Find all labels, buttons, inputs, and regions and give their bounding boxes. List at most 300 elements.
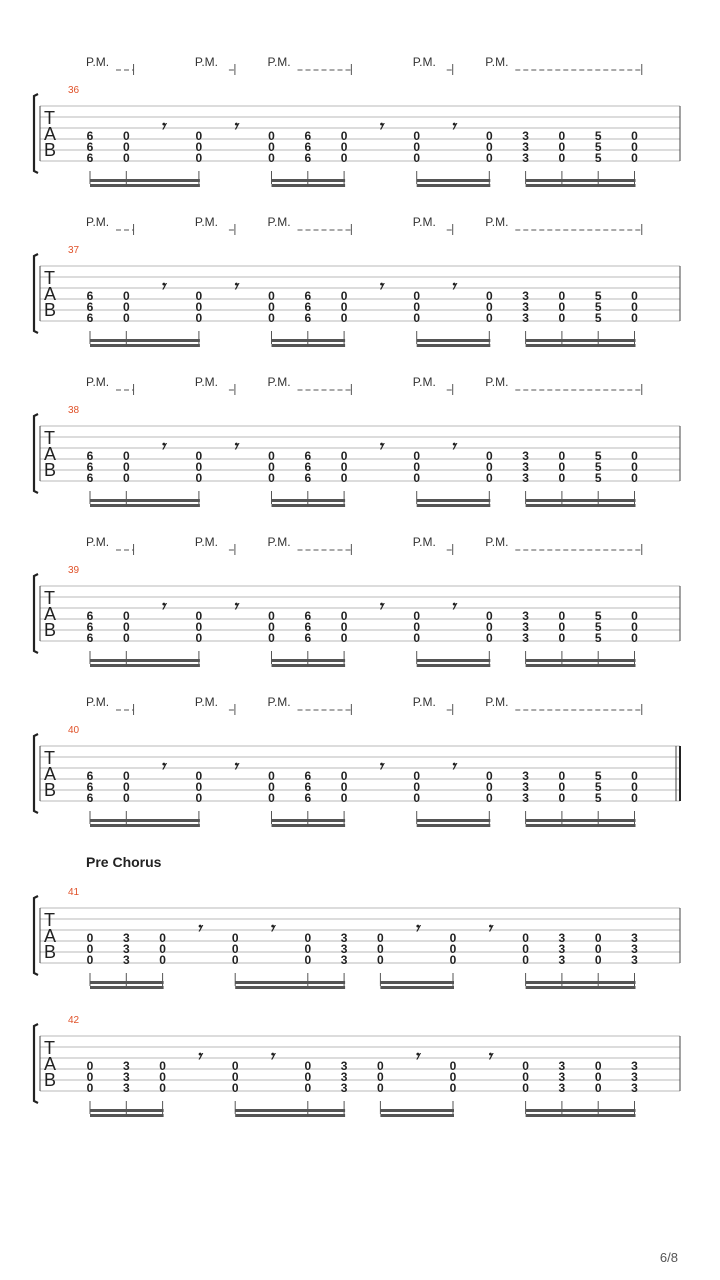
beam-primary (526, 659, 636, 662)
fret-number: 3 (122, 931, 130, 945)
fret-number: 0 (631, 289, 638, 303)
fret-number: 6 (86, 140, 94, 154)
fret-number: 0 (86, 931, 94, 945)
beam-primary (526, 339, 636, 342)
fret-number: 3 (522, 631, 529, 645)
beam-primary (272, 819, 346, 822)
tab-clef-letter: B (44, 620, 57, 640)
fret-number: 0 (377, 1081, 384, 1095)
fret-number: 0 (485, 311, 493, 325)
beam-primary (526, 819, 636, 822)
fret-number: 0 (195, 471, 203, 485)
fret-number: 0 (340, 780, 348, 794)
fret-number: 0 (558, 140, 566, 154)
fret-number: 0 (231, 931, 239, 945)
fret-number: 0 (340, 129, 348, 143)
system-bracket (34, 1024, 38, 1103)
fret-number: 0 (268, 151, 275, 165)
fret-number: 0 (631, 311, 638, 325)
beam-primary (380, 1109, 454, 1112)
fret-number: 0 (558, 791, 566, 805)
fret-number: 0 (631, 300, 638, 314)
fret-number: 0 (449, 1070, 457, 1084)
fret-number: 0 (558, 289, 566, 303)
fret-number: 6 (86, 631, 94, 645)
fret-number: 6 (86, 289, 94, 303)
section-label: Pre Chorus (86, 854, 162, 870)
system-bracket (34, 734, 38, 813)
palm-mute-label: P.M. (194, 695, 219, 709)
fret-number: 0 (594, 1070, 602, 1084)
beam-secondary (90, 344, 200, 347)
fret-number: 0 (413, 609, 421, 623)
palm-mute-label: P.M. (485, 695, 509, 709)
fret-number: 5 (594, 769, 602, 783)
tab-clef-letter: T (44, 108, 55, 128)
fret-number: 3 (122, 1081, 130, 1095)
tab-clef-letter: T (44, 910, 55, 930)
sixteenth-rest: 𝄾 (450, 277, 456, 297)
fret-number: 0 (195, 151, 203, 165)
fret-number: 0 (485, 780, 493, 794)
fret-number: 0 (195, 289, 203, 303)
fret-number: 3 (122, 953, 130, 967)
measure-number: 36 (68, 85, 80, 96)
fret-number: 5 (594, 151, 602, 165)
fret-number: 3 (340, 931, 348, 945)
fret-number: 3 (631, 1070, 638, 1084)
fret-number: 3 (558, 1081, 566, 1095)
beam-primary (526, 499, 636, 502)
fret-number: 0 (340, 289, 348, 303)
beam-secondary (526, 986, 636, 989)
fret-number: 0 (522, 1081, 529, 1095)
beam-primary (90, 499, 200, 502)
system-bracket (34, 254, 38, 333)
sixteenth-rest: 𝄾 (269, 919, 274, 939)
beam-secondary (526, 344, 636, 347)
beam-secondary (417, 344, 491, 347)
fret-number: 0 (522, 1070, 529, 1084)
fret-number: 0 (413, 300, 421, 314)
fret-number: 0 (268, 289, 275, 303)
fret-number: 0 (449, 942, 457, 956)
fret-number: 0 (86, 1070, 94, 1084)
fret-number: 0 (195, 449, 203, 463)
fret-number: 6 (86, 311, 94, 325)
palm-mute-label: P.M. (485, 375, 509, 389)
palm-mute-label: P.M. (485, 215, 509, 229)
sixteenth-rest: 𝄾 (160, 277, 165, 297)
fret-number: 0 (122, 780, 130, 794)
fret-number: 0 (485, 151, 493, 165)
beam-secondary (235, 986, 345, 989)
fret-number: 3 (631, 1081, 638, 1095)
fret-number: 6 (304, 631, 312, 645)
beam-secondary (526, 1114, 636, 1117)
fret-number: 3 (631, 953, 638, 967)
fret-number: 6 (304, 129, 312, 143)
measure-number: 37 (68, 245, 80, 256)
fret-number: 3 (522, 460, 529, 474)
fret-number: 5 (594, 300, 602, 314)
palm-mute-label: P.M. (267, 375, 291, 389)
fret-number: 0 (413, 471, 421, 485)
fret-number: 0 (268, 140, 275, 154)
fret-number: 0 (231, 953, 239, 967)
fret-number: 0 (558, 151, 566, 165)
measure-number: 38 (68, 405, 80, 416)
fret-number: 6 (304, 791, 312, 805)
fret-number: 0 (340, 140, 348, 154)
fret-number: 0 (558, 129, 566, 143)
sixteenth-rest: 𝄾 (232, 437, 238, 457)
fret-number: 0 (122, 471, 130, 485)
sixteenth-rest: 𝄾 (269, 1047, 274, 1067)
sixteenth-rest: 𝄾 (450, 597, 456, 617)
beam-primary (417, 819, 491, 822)
sixteenth-rest: 𝄾 (378, 277, 383, 297)
beam-primary (417, 659, 491, 662)
fret-number: 3 (522, 311, 529, 325)
beam-primary (90, 981, 164, 984)
tab-clef-letter: A (44, 1054, 57, 1074)
fret-number: 0 (268, 460, 275, 474)
beam-secondary (526, 504, 636, 507)
fret-number: 6 (304, 609, 312, 623)
fret-number: 6 (304, 460, 312, 474)
fret-number: 0 (304, 1059, 312, 1073)
fret-number: 0 (304, 1081, 312, 1095)
beam-secondary (272, 344, 346, 347)
fret-number: 0 (485, 631, 493, 645)
palm-mute-label: P.M. (86, 535, 110, 549)
fret-number: 0 (631, 460, 638, 474)
fret-number: 0 (594, 931, 602, 945)
palm-mute-label: P.M. (412, 215, 436, 229)
fret-number: 0 (377, 1070, 384, 1084)
fret-number: 0 (231, 1081, 239, 1095)
fret-number: 0 (159, 931, 166, 945)
fret-number: 0 (413, 791, 421, 805)
fret-number: 0 (631, 471, 638, 485)
beam-primary (272, 339, 346, 342)
tab-clef-letter: A (44, 764, 57, 784)
fret-number: 0 (377, 931, 384, 945)
fret-number: 0 (558, 780, 566, 794)
fret-number: 3 (340, 942, 348, 956)
fret-number: 0 (449, 953, 457, 967)
sixteenth-rest: 𝄾 (160, 757, 165, 777)
beam-secondary (90, 664, 200, 667)
fret-number: 0 (195, 631, 203, 645)
fret-number: 0 (268, 780, 275, 794)
fret-number: 6 (304, 769, 312, 783)
fret-number: 3 (522, 780, 529, 794)
beam-primary (417, 499, 491, 502)
fret-number: 0 (122, 609, 130, 623)
fret-number: 0 (340, 620, 348, 634)
beam-secondary (90, 1114, 164, 1117)
fret-number: 3 (558, 931, 566, 945)
sixteenth-rest: 𝄾 (196, 1047, 202, 1067)
tab-clef-letter: T (44, 428, 55, 448)
fret-number: 0 (122, 151, 130, 165)
fret-number: 3 (340, 1081, 348, 1095)
fret-number: 0 (195, 300, 203, 314)
sixteenth-rest: 𝄾 (160, 437, 165, 457)
fret-number: 0 (413, 151, 421, 165)
beam-secondary (526, 824, 636, 827)
beam-primary (526, 981, 636, 984)
beam-primary (380, 981, 454, 984)
fret-number: 0 (86, 1059, 94, 1073)
fret-number: 0 (340, 311, 348, 325)
fret-number: 6 (86, 791, 94, 805)
beam-secondary (380, 1114, 454, 1117)
fret-number: 0 (485, 769, 493, 783)
system-bracket (34, 94, 38, 173)
tab-clef-letter: T (44, 748, 55, 768)
tab-clef-letter: A (44, 926, 57, 946)
beam-secondary (272, 184, 346, 187)
fret-number: 0 (268, 449, 275, 463)
sixteenth-rest: 𝄾 (160, 117, 165, 137)
beam-primary (235, 1109, 345, 1112)
sixteenth-rest: 𝄾 (378, 117, 383, 137)
tab-clef-letter: A (44, 604, 57, 624)
fret-number: 0 (268, 631, 275, 645)
fret-number: 0 (122, 791, 130, 805)
fret-number: 3 (340, 953, 348, 967)
fret-number: 0 (413, 449, 421, 463)
fret-number: 0 (159, 1059, 166, 1073)
fret-number: 0 (413, 780, 421, 794)
fret-number: 0 (340, 609, 348, 623)
fret-number: 6 (86, 300, 94, 314)
measure-number: 40 (68, 725, 80, 736)
fret-number: 3 (522, 300, 529, 314)
fret-number: 0 (594, 953, 602, 967)
fret-number: 6 (304, 780, 312, 794)
fret-number: 0 (340, 471, 348, 485)
beam-secondary (272, 504, 346, 507)
fret-number: 0 (159, 1081, 166, 1095)
fret-number: 0 (485, 620, 493, 634)
beam-primary (417, 179, 491, 182)
beam-secondary (380, 986, 454, 989)
fret-number: 0 (631, 140, 638, 154)
fret-number: 0 (231, 942, 239, 956)
beam-secondary (235, 1114, 345, 1117)
fret-number: 5 (594, 620, 602, 634)
fret-number: 6 (86, 769, 94, 783)
fret-number: 3 (522, 289, 529, 303)
palm-mute-label: P.M. (86, 215, 110, 229)
fret-number: 0 (159, 953, 166, 967)
fret-number: 5 (594, 140, 602, 154)
fret-number: 6 (304, 449, 312, 463)
fret-number: 6 (304, 289, 312, 303)
fret-number: 0 (594, 1081, 602, 1095)
fret-number: 0 (522, 942, 529, 956)
sixteenth-rest: 𝄾 (232, 277, 238, 297)
fret-number: 0 (159, 1070, 166, 1084)
fret-number: 0 (522, 953, 529, 967)
sixteenth-rest: 𝄾 (232, 117, 238, 137)
fret-number: 6 (304, 620, 312, 634)
fret-number: 3 (558, 942, 566, 956)
fret-number: 3 (340, 1059, 348, 1073)
fret-number: 6 (304, 311, 312, 325)
fret-number: 0 (340, 631, 348, 645)
fret-number: 0 (631, 609, 638, 623)
tab-clef-letter: A (44, 444, 57, 464)
fret-number: 0 (122, 311, 130, 325)
fret-number: 3 (522, 791, 529, 805)
beam-primary (417, 339, 491, 342)
fret-number: 0 (195, 791, 203, 805)
palm-mute-label: P.M. (86, 55, 110, 69)
beam-primary (90, 659, 200, 662)
palm-mute-label: P.M. (412, 535, 436, 549)
beam-secondary (417, 824, 491, 827)
beam-primary (235, 981, 345, 984)
beam-primary (272, 659, 346, 662)
fret-number: 3 (558, 953, 566, 967)
palm-mute-label: P.M. (86, 695, 110, 709)
fret-number: 0 (195, 460, 203, 474)
beam-secondary (90, 504, 200, 507)
beam-secondary (526, 184, 636, 187)
fret-number: 6 (86, 460, 94, 474)
fret-number: 0 (631, 769, 638, 783)
fret-number: 3 (122, 942, 130, 956)
fret-number: 0 (86, 942, 94, 956)
palm-mute-label: P.M. (412, 375, 436, 389)
fret-number: 0 (304, 1070, 312, 1084)
fret-number: 0 (485, 129, 493, 143)
beam-primary (526, 1109, 636, 1112)
fret-number: 0 (122, 631, 130, 645)
fret-number: 0 (304, 953, 312, 967)
fret-number: 0 (522, 1059, 529, 1073)
beam-secondary (417, 184, 491, 187)
sixteenth-rest: 𝄾 (232, 757, 238, 777)
fret-number: 0 (558, 449, 566, 463)
palm-mute-label: P.M. (485, 535, 509, 549)
sixteenth-rest: 𝄾 (414, 1047, 419, 1067)
measure-number: 42 (68, 1015, 80, 1026)
fret-number: 5 (594, 609, 602, 623)
fret-number: 0 (304, 931, 312, 945)
fret-number: 0 (122, 129, 130, 143)
fret-number: 0 (413, 129, 421, 143)
system-bracket (34, 574, 38, 653)
fret-number: 6 (86, 780, 94, 794)
fret-number: 0 (631, 449, 638, 463)
fret-number: 6 (86, 151, 94, 165)
fret-number: 0 (413, 311, 421, 325)
sixteenth-rest: 𝄾 (450, 757, 456, 777)
beam-secondary (272, 824, 346, 827)
fret-number: 0 (413, 460, 421, 474)
palm-mute-label: P.M. (86, 375, 110, 389)
palm-mute-label: P.M. (194, 55, 219, 69)
fret-number: 0 (340, 460, 348, 474)
fret-number: 0 (268, 609, 275, 623)
system-bracket (34, 414, 38, 493)
fret-number: 6 (304, 300, 312, 314)
tab-clef-letter: B (44, 942, 57, 962)
fret-number: 3 (558, 1059, 566, 1073)
fret-number: 5 (594, 631, 602, 645)
fret-number: 0 (594, 1059, 602, 1073)
fret-number: 0 (631, 791, 638, 805)
fret-number: 3 (522, 620, 529, 634)
fret-number: 6 (86, 609, 94, 623)
fret-number: 0 (631, 151, 638, 165)
fret-number: 6 (304, 140, 312, 154)
fret-number: 0 (413, 631, 421, 645)
sixteenth-rest: 𝄾 (487, 1047, 492, 1067)
fret-number: 3 (340, 1070, 348, 1084)
fret-number: 6 (86, 449, 94, 463)
palm-mute-label: P.M. (267, 215, 291, 229)
fret-number: 0 (413, 620, 421, 634)
fret-number: 5 (594, 449, 602, 463)
fret-number: 0 (413, 289, 421, 303)
tab-clef-letter: A (44, 124, 57, 144)
fret-number: 0 (340, 769, 348, 783)
fret-number: 0 (268, 769, 275, 783)
beam-secondary (90, 184, 200, 187)
tab-clef-letter: B (44, 1070, 57, 1090)
fret-number: 0 (631, 129, 638, 143)
beam-secondary (417, 664, 491, 667)
fret-number: 0 (377, 1059, 384, 1073)
fret-number: 3 (631, 931, 638, 945)
fret-number: 0 (86, 1081, 94, 1095)
sixteenth-rest: 𝄾 (378, 437, 383, 457)
fret-number: 0 (558, 631, 566, 645)
system-bracket (34, 896, 38, 975)
fret-number: 5 (594, 780, 602, 794)
fret-number: 0 (195, 311, 203, 325)
fret-number: 5 (594, 791, 602, 805)
sixteenth-rest: 𝄾 (450, 437, 456, 457)
measure-number: 41 (68, 887, 80, 898)
fret-number: 0 (485, 471, 493, 485)
fret-number: 0 (631, 631, 638, 645)
palm-mute-label: P.M. (267, 535, 291, 549)
palm-mute-label: P.M. (194, 375, 219, 389)
beam-primary (90, 339, 200, 342)
fret-number: 0 (485, 140, 493, 154)
fret-number: 0 (122, 289, 130, 303)
fret-number: 6 (304, 151, 312, 165)
fret-number: 3 (522, 471, 529, 485)
fret-number: 0 (195, 780, 203, 794)
beam-secondary (272, 664, 346, 667)
fret-number: 5 (594, 471, 602, 485)
palm-mute-label: P.M. (194, 535, 219, 549)
beam-secondary (526, 664, 636, 667)
fret-number: 0 (159, 942, 166, 956)
fret-number: 6 (86, 471, 94, 485)
fret-number: 0 (195, 609, 203, 623)
fret-number: 0 (485, 300, 493, 314)
